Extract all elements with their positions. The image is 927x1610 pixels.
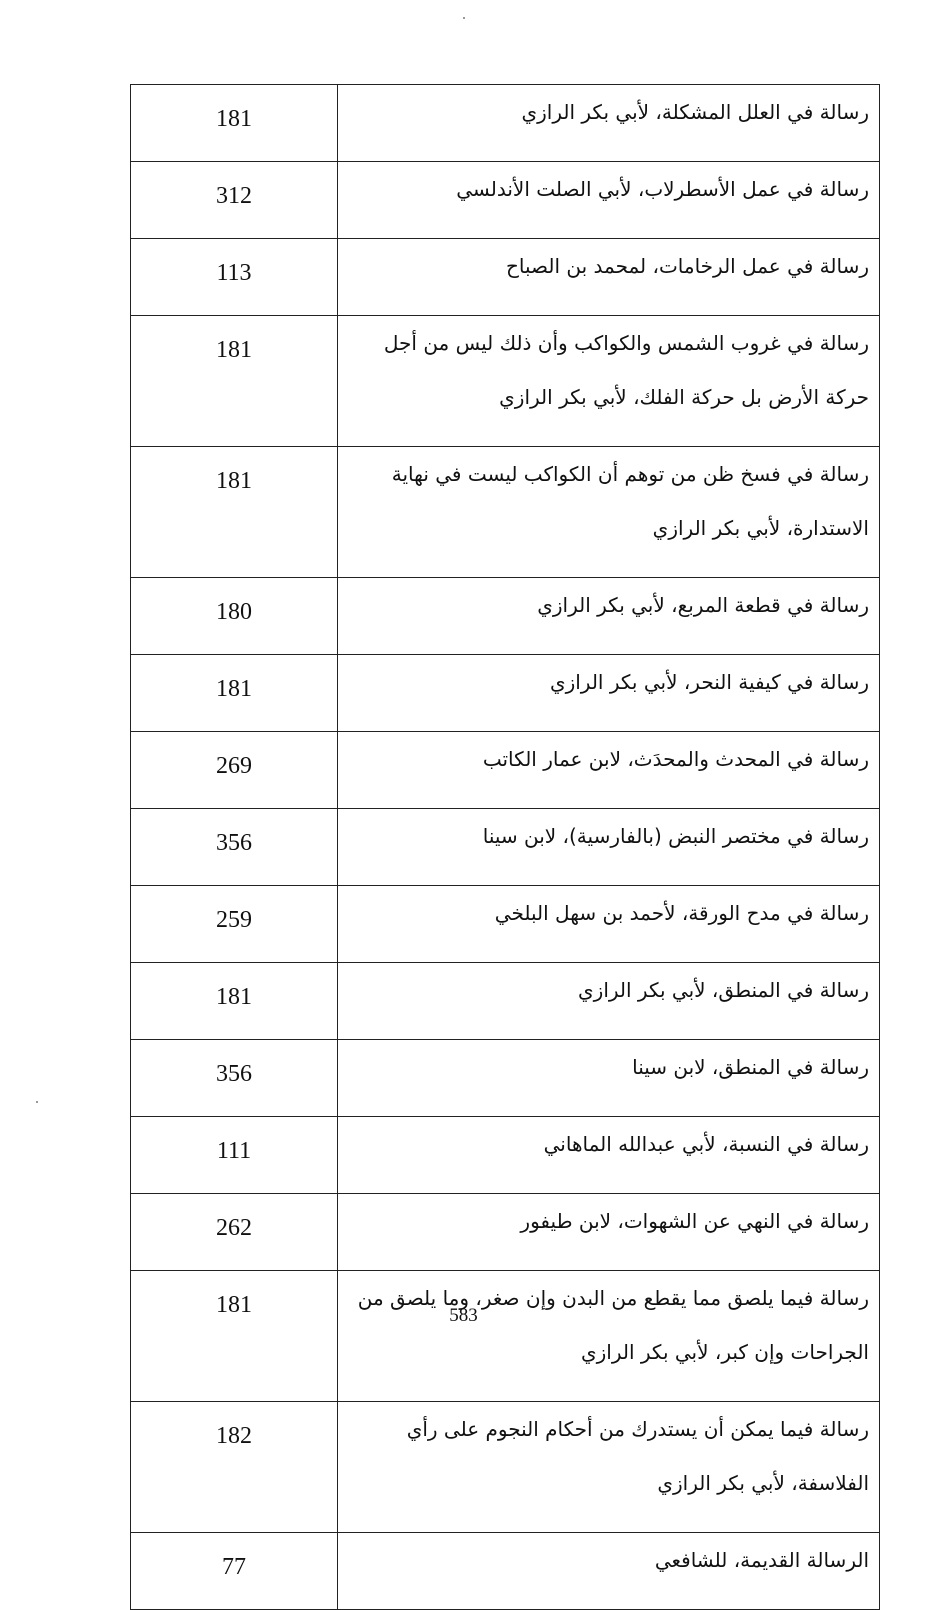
index-row xyxy=(131,886,880,963)
entry-page-number: 113 xyxy=(131,239,338,316)
index-row xyxy=(131,732,880,809)
entry-page-number: 111 xyxy=(131,1117,338,1194)
entry-title: رسالة في عمل الرخامات، لمحمد بن الصباح xyxy=(338,239,880,316)
index-row xyxy=(131,963,880,1040)
entry-page-number: 356 xyxy=(131,1040,338,1117)
entry-title: رسالة في المحدث والمحدَث، لابن عمار الكاتب xyxy=(338,732,880,809)
index-row xyxy=(131,1117,880,1194)
index-row xyxy=(131,1402,880,1533)
entry-title: رسالة في المنطق، لأبي بكر الرازي xyxy=(338,963,880,1040)
entry-page-number: 269 xyxy=(131,732,338,809)
entry-title: رسالة في كيفية النحر، لأبي بكر الرازي xyxy=(338,655,880,732)
entry-page-number: 181 xyxy=(131,447,338,578)
entry-title: رسالة في غروب الشمس والكواكب وأن ذلك ليس من أجل حركة الأرض بل حركة الفلك، لأبي بكر الرازي xyxy=(338,316,880,447)
index-row xyxy=(131,162,880,239)
index-row xyxy=(131,1040,880,1117)
entry-title: رسالة في مختصر النبض (بالفارسية)، لابن سينا xyxy=(338,809,880,886)
scan-speck xyxy=(36,1101,38,1103)
index-row xyxy=(131,85,880,162)
entry-page-number: 182 xyxy=(131,1402,338,1533)
index-table-body xyxy=(131,85,880,1610)
index-row xyxy=(131,809,880,886)
entry-title: رسالة فيما يمكن أن يستدرك من أحكام النجوم على رأي الفلاسفة، لأبي بكر الرازي xyxy=(338,1402,880,1533)
index-row xyxy=(131,578,880,655)
entry-title: رسالة فيما يلصق مما يقطع من البدن وإن صغر، وما يلصق من الجراحات وإن كبر، لأبي بكر الرازي xyxy=(338,1271,880,1402)
entry-page-number: 181 xyxy=(131,655,338,732)
entry-page-number: 181 xyxy=(131,963,338,1040)
entry-page-number: 312 xyxy=(131,162,338,239)
entry-title: رسالة في النهي عن الشهوات، لابن طيفور xyxy=(338,1194,880,1271)
scan-speck xyxy=(463,17,465,19)
index-row xyxy=(131,1271,880,1402)
entry-title: رسالة في المنطق، لابن سينا xyxy=(338,1040,880,1117)
entry-page-number: 181 xyxy=(131,316,338,447)
entry-page-number: 262 xyxy=(131,1194,338,1271)
entry-title: رسالة في النسبة، لأبي عبدالله الماهاني xyxy=(338,1117,880,1194)
index-row xyxy=(131,447,880,578)
index-row xyxy=(131,655,880,732)
entry-page-number: 180 xyxy=(131,578,338,655)
entry-page-number: 181 xyxy=(131,85,338,162)
entry-title: رسالة في فسخ ظن من توهم أن الكواكب ليست في نهاية الاستدارة، لأبي بكر الرازي xyxy=(338,447,880,578)
index-table xyxy=(130,84,880,1610)
entry-title: الرسالة القديمة، للشافعي xyxy=(338,1533,880,1610)
entry-title: رسالة في قطعة المربع، لأبي بكر الرازي xyxy=(338,578,880,655)
index-row xyxy=(131,316,880,447)
entry-title: رسالة في العلل المشكلة، لأبي بكر الرازي xyxy=(338,85,880,162)
entry-page-number: 259 xyxy=(131,886,338,963)
page-number: 583 xyxy=(449,1305,478,1326)
entry-page-number: 181 xyxy=(131,1271,338,1402)
index-row xyxy=(131,239,880,316)
entry-title: رسالة في مدح الورقة، لأحمد بن سهل البلخي xyxy=(338,886,880,963)
entry-title: رسالة في عمل الأسطرلاب، لأبي الصلت الأندلسي xyxy=(338,162,880,239)
entry-page-number: 77 xyxy=(131,1533,338,1610)
index-row xyxy=(131,1194,880,1271)
index-row xyxy=(131,1533,880,1610)
entry-page-number: 356 xyxy=(131,809,338,886)
